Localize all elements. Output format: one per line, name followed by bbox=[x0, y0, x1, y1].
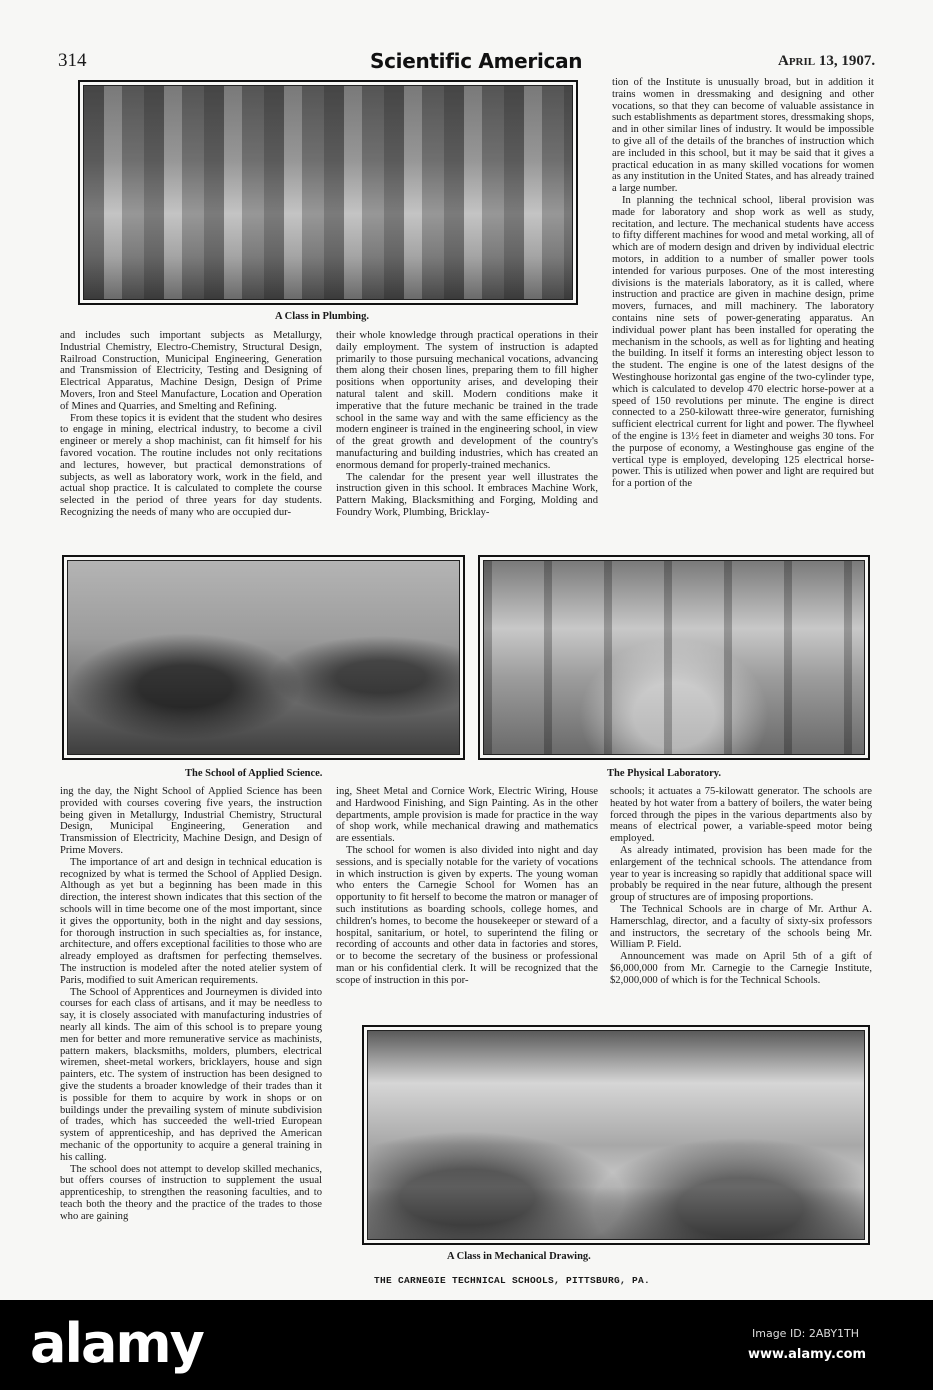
watermark-site: www.alamy.com bbox=[748, 1347, 867, 1362]
issue-date: April 13, 1907. bbox=[778, 53, 876, 69]
paragraph: As already intimated, provision has been made for the enlargement of the technical schools. The attendance from year to year is increasing so rapidly that additional space will probably be required in the near future, although the present group of structures are of imposing proportions. bbox=[610, 844, 872, 904]
caption-mechanical-drawing: A Class in Mechanical Drawing. bbox=[447, 1251, 591, 1262]
article-column-top-right bbox=[612, 77, 874, 490]
paragraph: The school for women is also divided into night and day sessions, and is specially notable for the variety of vocations in which instruction is given by experts. The young woman who enters the Carnegie School for Women has an opportunity to fit herself to become the matron or manager of such institutions as boarding schools, college homes, and children's homes, to become the housekeeper or steward of a hospital, sanitarium, or hotel, to superintend the filing or recording of accounts and other data in factories and stores, or to become the secretary of the business or professional man or his confidential clerk. It will be recognized that the scope of instruction in this por- bbox=[336, 844, 598, 986]
paragraph: The school does not attempt to develop skilled mechanics, but offers courses of instruction to supplement the usual apprenticeship, to strengthen the reasoning faculties, and to teach both the theory and the practice of the trades to those who are gaining bbox=[60, 1163, 322, 1222]
paragraph: tion of the Institute is unusually broad, but in addition it trains women in dressmaking and designing and other vocations, so that they can become of valuable assistance in such establishments as department stores, dressmaking shops, and in other similar lines of industry. It would be impossible to give all of the details of the branches of instruction which are included in this school, but it may be said that it gives a practical education in as many skilled vocations for women as any institution in the United States, and has already trained a large number. bbox=[612, 77, 874, 195]
alamy-logo: alamy bbox=[30, 1312, 203, 1375]
masthead: Scientific American bbox=[370, 49, 583, 73]
paragraph: Announcement was made on April 5th of a gift of $6,000,000 from Mr. Carnegie to the Carnegie Institute, $2,000,000 of which is for the Technical Schools. bbox=[610, 951, 872, 986]
paragraph: The calendar for the present year well illustrates the instruction given in this school. It embraces Machine Work, Pattern Making, Blacksmithing and Forging, Molding and Foundry Work, Plumbing, Bricklay- bbox=[336, 471, 598, 518]
article-column-bottom-middle bbox=[336, 786, 598, 987]
caption-physical-laboratory: The Physical Laboratory. bbox=[607, 768, 722, 779]
photo-school-of-applied-science bbox=[62, 555, 465, 760]
paragraph: and includes such important subjects as Metallurgy, Industrial Chemistry, Electro-Chemistry, Structural Design, Railroad Construction, Municipal Engineering, Generation and Transmission of Electricity, Testing and Designing of Electrical Apparatus, Machine Design, Design of Prime Movers, Iron and Steel Manufacture, Location and Operation of Mines and Quarries, and Smelting and Refining. bbox=[60, 330, 322, 412]
paragraph: ing the day, the Night School of Applied Science has been provided with courses covering five years, the instruction being given in Metallurgy, Industrial Chemistry, Structural Design, Municipal Engineering, Generation and Transmission of Electricity, Machine Design, and Design of Prime Movers. bbox=[60, 786, 322, 856]
paragraph: The Technical Schools are in charge of Mr. Arthur A. Hamerschlag, director, and a faculty of sixty-six professors and instructors, the secretary of the schools being Mr. William P. Field. bbox=[610, 903, 872, 951]
article-column-top-left bbox=[60, 330, 322, 519]
caption-applied-science: The School of Applied Science. bbox=[185, 768, 323, 779]
image-id: Image ID: 2ABY1TH bbox=[752, 1327, 860, 1340]
article-column-bottom-right bbox=[610, 786, 872, 987]
paragraph: ing, Sheet Metal and Cornice Work, Electric Wiring, House and Hardwood Finishing, and Sign Painting. As in the other departments, ample provision is made for practice in the way of shop work, while mechanical drawing and mathematics are essentials. bbox=[336, 786, 598, 845]
paragraph: From these topics it is evident that the student who desires to engage in mining, electrical industry, to become a civil engineer or merely a shop machinist, can fit himself for his favored vocation. The routine includes not only recitations and lectures, however, but practical demonstrations of subjects, as well as laboratory work, work in the field, and actual shop practice. It is calculated to complete the course selected in the period of three years for day students. Recognizing the needs of many who are occupied dur- bbox=[60, 412, 322, 518]
article-column-bottom-left bbox=[60, 786, 322, 1222]
paragraph: their whole knowledge through practical operations in their daily employment. The system of instruction is adapted primarily to those pursuing mechanical vocations, advancing them along their chosen lines, preparing them to fill higher positions when opportunity arises, and developing their natural talent and skill. Modern conditions make it imperative that the future mechanic be trained in the trade school in the same way and with the same efficiency as the modern engineer is trained in the engineering school, in view of the great growth and development of the country's manufacturing and building industries, which has created an enormous demand for properly-trained mechanics. bbox=[336, 330, 598, 471]
page-number: 314 bbox=[58, 50, 87, 71]
paragraph: The importance of art and design in technical education is recognized by what is termed the School of Applied Design. Although as yet but a beginning has been made in this direction, the interest shown indicates that this section of the schools will in time become one of the most important, since it gives the opportunity, both in the night and day sessions, for thorough instruction in such specialties as, for instance, architecture, and offers exceptional facilities to those who are already employed as draftsmen for perfecting themselves. The instruction is modeled after the noted atelier system of Paris, modified to suit American requirements. bbox=[60, 856, 322, 986]
photo-mechanical-drawing-class bbox=[362, 1025, 870, 1245]
paragraph: schools; it actuates a 75-kilowatt generator. The schools are heated by hot water from a battery of boilers, the water being forced through the pipes in the various departments also by means of electrical power, a variable-speed motor being employed. bbox=[610, 786, 872, 845]
photo-physical-laboratory bbox=[478, 555, 870, 760]
paragraph: The School of Apprentices and Journeymen is divided into courses for each class of artisans, and it may be needless to say, it is closely associated with manufacturing industries of nearly all kinds. The aim of this school is to prepare young men for better and more remunerative service as machinists, pattern makers, blacksmiths, molders, plumbers, electrical wiremen, sheet-metal workers, bricklayers, house and sign painters, etc. The system of instruction has been designed to give the students a broader knowledge of their trades than it is possible for them to acquire by work in shops or on buildings under the prevailing system of minute subdivision of trades, which has succeeded the well-tried European system of apprenticeship, and has deprived the American mechanic of the opportunity to acquire a general training in his calling. bbox=[60, 986, 322, 1163]
photo-plumbing-class bbox=[78, 80, 578, 305]
caption-plumbing: A Class in Plumbing. bbox=[275, 311, 369, 322]
credit-line: THE CARNEGIE TECHNICAL SCHOOLS, PITTSBURG, PA. bbox=[374, 1275, 651, 1286]
paragraph: In planning the technical school, liberal provision was made for laboratory and shop work as well as study, recitation, and lecture. The mechanical students have access to fifty different machines for wood and metal working, all of which are of modern design and driven by individual electric motors, in addition to a number of smaller power tools intended for various purposes. One of the most interesting divisions is the materials laboratory, as it is called, where instruction and practice are given in machine design, prime movers, furnaces, and mill machinery. The laboratory contains nine sets of power-generating apparatus. An individual power plant has been installed for operating the mechanism in the schools, as well as for lighting and heating the building. In itself it forms an interesting object lesson to the student. The engine is one of the latest designs of the Westinghouse horizontal gas engine of the two-cylinder type, which is calculated to develop 470 electric horse-power at a speed of 150 revolutions per minute. The engine is direct connected to a 250-kilowatt three-wire generator, furnishing sufficient electrical current for light and power. The flywheel of the engine is 13½ feet in diameter and weighs 30 tons. For the purpose of economy, a Westinghouse gas engine of the vertical type is employed, developing 125 electrical horse-power. This is utilized when power and light are required but for a portion of the bbox=[612, 194, 874, 490]
article-column-top-middle bbox=[336, 330, 598, 519]
